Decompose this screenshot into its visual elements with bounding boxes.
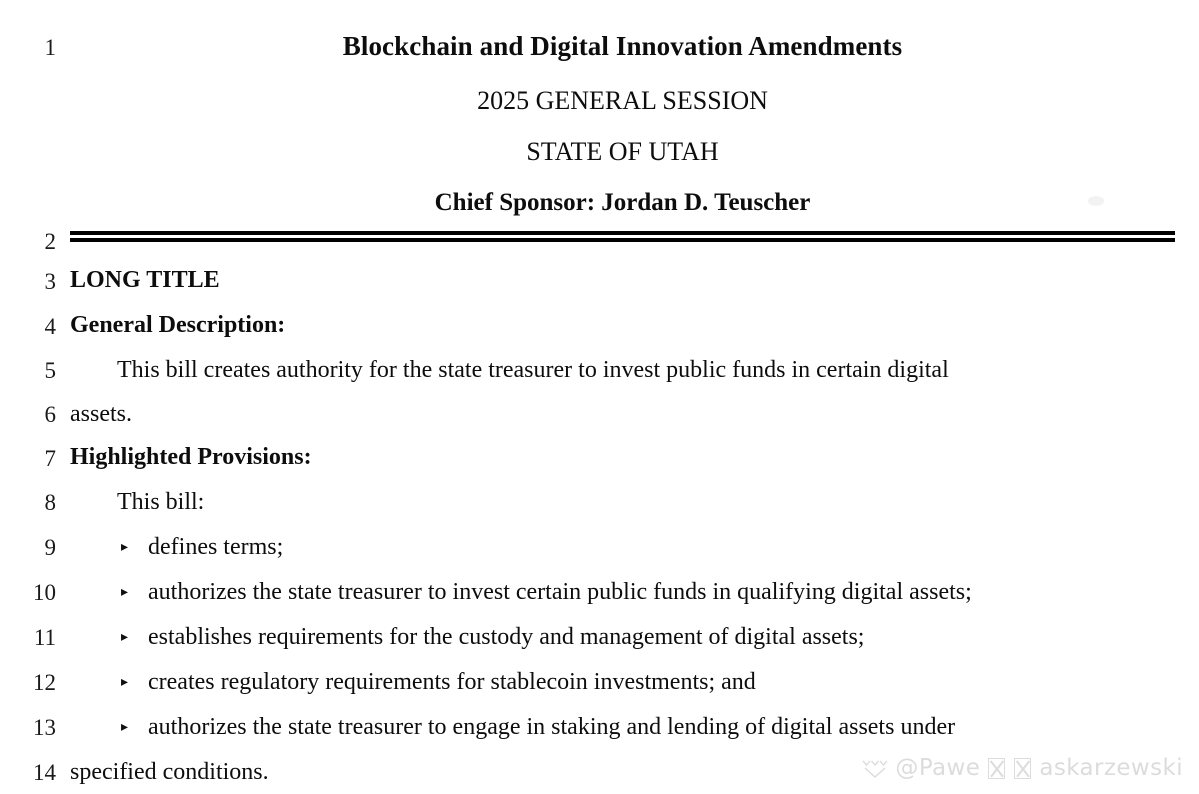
divider-line-bottom: [70, 238, 1175, 242]
list-item: [70, 580, 1187, 604]
scan-artifact: [1088, 196, 1104, 206]
this-bill-lead-in: This bill:: [117, 489, 205, 515]
watermark-handle-second: askarzewski: [1039, 755, 1183, 781]
highlighted-provisions-heading: Highlighted Provisions:: [70, 444, 312, 470]
list-item-label: authorizes the state treasurer to engage in staking and lending of digital assets under: [148, 714, 956, 740]
line-number: 1: [44, 35, 56, 60]
general-description-text: This bill creates authority for the state treasurer to invest public funds in certain digital: [117, 357, 949, 383]
bullet-triangle-icon: ▸: [121, 630, 129, 645]
line-number: 14: [33, 760, 56, 785]
page-title: Blockchain and Digital Innovation Amendments: [342, 31, 903, 61]
chief-sponsor-line: Chief Sponsor: Jordan D. Teuscher: [434, 189, 811, 216]
state-line: STATE OF UTAH: [526, 137, 719, 166]
header-divider-rule: [70, 231, 1175, 242]
line-number: 3: [44, 269, 56, 294]
bullet-triangle-icon: ▸: [121, 540, 129, 555]
bullet-triangle-icon: ▸: [121, 585, 129, 600]
line-number: 6: [44, 402, 56, 427]
watermark-handle-first: @Pawe: [895, 755, 981, 781]
list-item: [70, 625, 1187, 649]
list-item: [70, 715, 1187, 739]
line-number: 2: [44, 229, 56, 254]
line-number: 9: [44, 535, 56, 560]
line-number: 10: [33, 580, 56, 605]
line-number: 4: [44, 314, 56, 339]
line-number: 5: [44, 358, 56, 383]
long-title-heading: LONG TITLE: [70, 267, 220, 293]
line-number: 13: [33, 715, 56, 740]
divider-line-top: [70, 231, 1175, 235]
list-item: [70, 535, 1187, 559]
line-number: 12: [33, 670, 56, 695]
line-number-gutter: [0, 0, 56, 794]
list-item-label: defines terms;: [148, 534, 284, 560]
list-item-label: establishes requirements for the custody and management of digital assets;: [148, 624, 865, 650]
bullet-triangle-icon: ▸: [121, 720, 129, 735]
session-line: 2025 GENERAL SESSION: [477, 86, 768, 115]
general-description-heading: General Description:: [70, 312, 286, 338]
line-number: 7: [44, 446, 56, 471]
line-number: 8: [44, 490, 56, 515]
bullet-triangle-icon: ▸: [121, 675, 129, 690]
list-item-label: creates regulatory requirements for stablecoin investments; and: [148, 669, 756, 695]
list-item: [70, 670, 1187, 694]
line-number: 11: [33, 625, 56, 650]
list-item-continuation: specified conditions.: [70, 759, 269, 785]
list-item-label: authorizes the state treasurer to invest certain public funds in qualifying digital assets;: [148, 579, 972, 605]
general-description-continuation: assets.: [70, 401, 132, 427]
